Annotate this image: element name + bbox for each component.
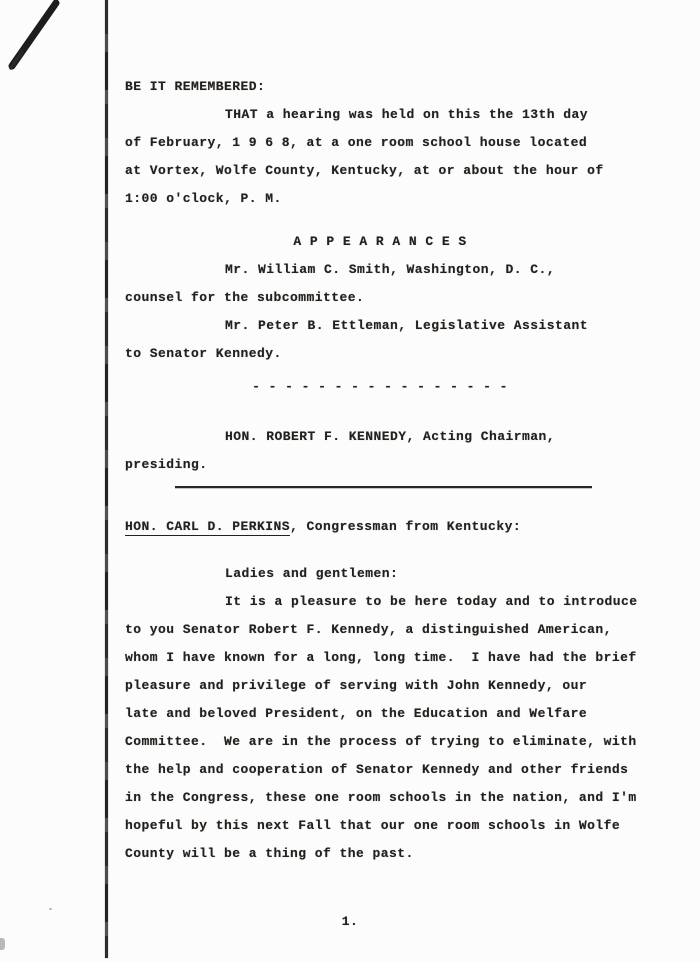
transcript-body bbox=[125, 73, 638, 868]
doc-line: to you Senator Robert F. Kennedy, a distinguished American, bbox=[125, 622, 612, 637]
doc-line: THAT a hearing was held on this the 13th day bbox=[225, 107, 589, 122]
doc-line: late and beloved President, on the Education and Welfare bbox=[125, 706, 588, 721]
doc-line: It is a pleasure to be here today and to introduce bbox=[225, 594, 638, 609]
doc-line: 1:00 o'clock, P. M. bbox=[125, 191, 282, 206]
doc-line: Committee. We are in the process of trying to eliminate, with bbox=[125, 734, 637, 749]
doc-line: of February, 1 9 6 8, at a one room school house located bbox=[125, 135, 588, 150]
speaker-heading bbox=[125, 513, 635, 541]
doc-line: Ladies and gentlemen: bbox=[225, 566, 399, 581]
doc-line: counsel for the subcommittee. bbox=[125, 290, 365, 305]
doc-line: A P P E A R A N C E S bbox=[293, 234, 467, 249]
page-edge-line bbox=[105, 0, 108, 958]
scan-speck bbox=[49, 908, 52, 910]
horizontal-rule bbox=[175, 486, 592, 488]
section-chairman bbox=[125, 423, 635, 479]
pen-stroke-icon bbox=[0, 0, 80, 80]
doc-line: to Senator Kennedy. bbox=[125, 346, 282, 361]
doc-line: County will be a thing of the past. bbox=[125, 846, 414, 861]
speaker-title: , Congressman from Kentucky: bbox=[290, 519, 522, 534]
doc-line: presiding. bbox=[125, 457, 208, 472]
doc-line: the help and cooperation of Senator Kennedy and other friends bbox=[125, 762, 629, 777]
doc-line: hopeful by this next Fall that our one room schools in Wolfe bbox=[125, 818, 621, 833]
doc-line: BE IT REMEMBERED: bbox=[125, 79, 266, 94]
scan-speck bbox=[0, 938, 5, 950]
speaker-name-underlined: HON. CARL D. PERKINS bbox=[125, 519, 291, 534]
doc-line: whom I have known for a long, long time. I have had the brief bbox=[125, 650, 637, 665]
doc-line: Mr. Peter B. Ettleman, Legislative Assistant bbox=[225, 318, 589, 333]
dashed-separator: - - - - - - - - - - - - - - - - bbox=[252, 379, 508, 394]
doc-line: in the Congress, these one room schools in the nation, and I'm bbox=[125, 790, 637, 805]
doc-line: pleasure and privilege of serving with John Kennedy, our bbox=[125, 678, 588, 693]
page-number: 1. bbox=[341, 914, 359, 929]
doc-line: HON. ROBERT F. KENNEDY, Acting Chairman, bbox=[225, 429, 556, 444]
doc-line: Mr. William C. Smith, Washington, D. C., bbox=[225, 262, 556, 277]
doc-line: at Vortex, Wolfe County, Kentucky, at or about the hour of bbox=[125, 163, 604, 178]
section-opening bbox=[125, 73, 635, 213]
section-appearances bbox=[125, 228, 635, 368]
section-speech bbox=[125, 560, 638, 868]
